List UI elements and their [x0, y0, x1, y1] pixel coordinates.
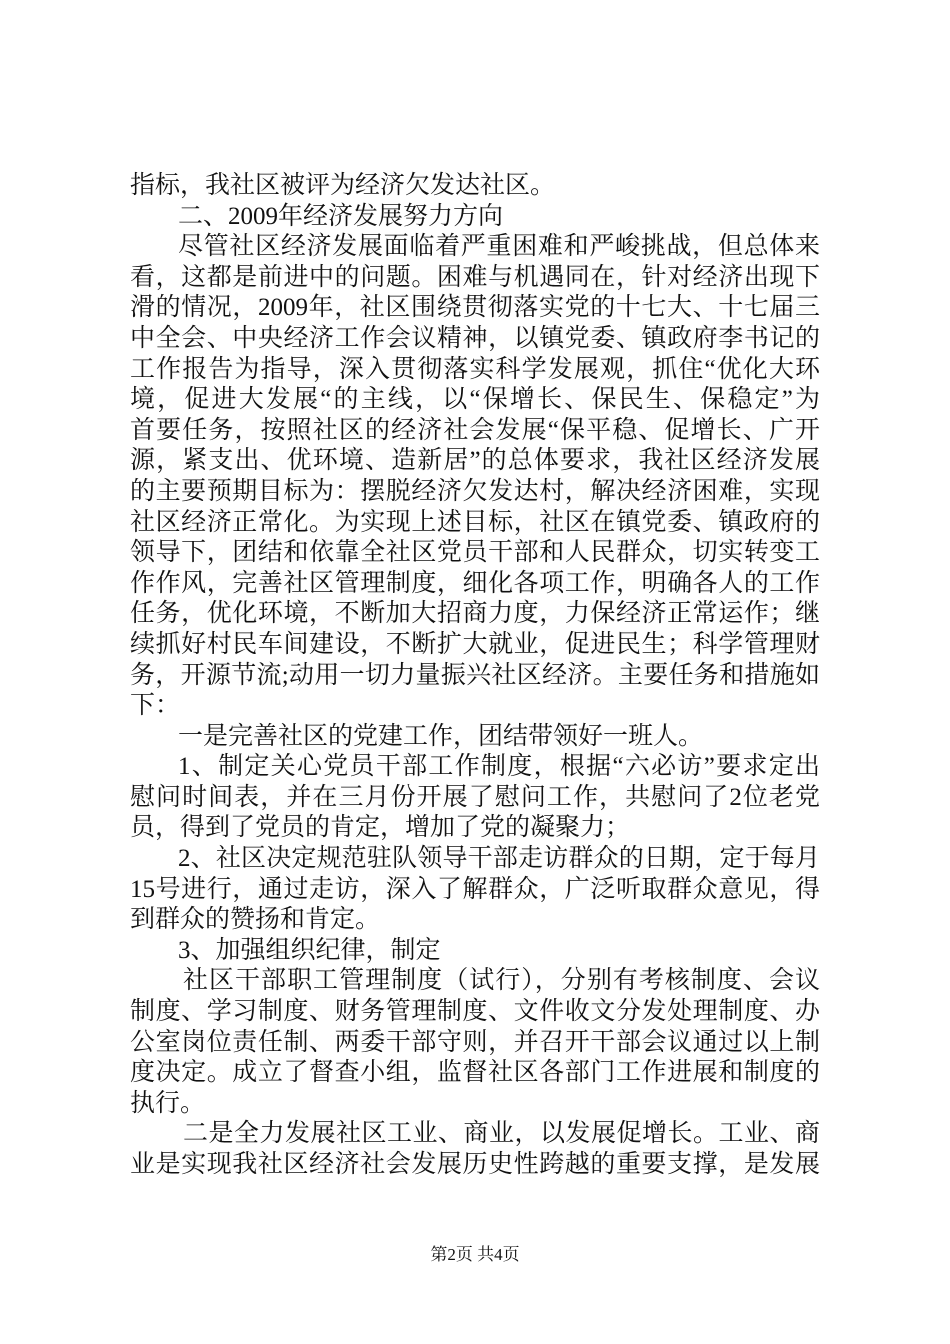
text-line: 社区经济正常化。为实现上述目标，社区在镇党委、镇政府的	[130, 508, 820, 536]
text-line: 续抓好村民车间建设，不断扩大就业，促进民生；科学管理财	[130, 630, 820, 658]
text-line: 务，开源节流;动用一切力量振兴社区经济。主要任务和措施如	[130, 661, 820, 689]
text-line: 社区干部职工管理制度（试行），分别有考核制度、会议	[183, 967, 820, 995]
text-line: 指标，我社区被评为经济欠发达社区。	[130, 172, 556, 199]
page-number-label: 第2页 共4页	[430, 1245, 520, 1264]
text-line: 员，得到了党员的肯定，增加了党的凝聚力；	[130, 814, 631, 842]
text-line: 的主要预期目标为：摆脱经济欠发达村，解决经济困难，实现	[130, 477, 820, 505]
text-line: 度决定。成立了督查小组，监督社区各部门工作进展和制度的	[130, 1059, 820, 1087]
text-line: 作作风，完善社区管理制度，细化各项工作，明确各人的工作	[130, 569, 820, 597]
text-line: 15号进行，通过走访，深入了解群众，广泛听取群众意见，得	[130, 875, 820, 903]
text-line: 2、社区决定规范驻队领导干部走访群众的日期，定于每月	[178, 845, 820, 873]
text-line: 看，这都是前进中的问题。困难与机遇同在，针对经济出现下	[130, 263, 820, 291]
text-line: 任务，优化环境，不断加大招商力度，力保经济正常运作；继	[130, 600, 820, 628]
text-line: 制度、学习制度、财务管理制度、文件收文分发处理制度、办	[130, 998, 820, 1026]
text-line: 二是全力发展社区工业、商业，以发展促增长。工业、商	[183, 1120, 820, 1148]
text-line: 滑的情况，2009年，社区围绕贯彻落实党的十七大、十七届三	[130, 294, 820, 322]
text-line: 尽管社区经济发展面临着严重困难和严峻挑战，但总体来	[178, 233, 820, 261]
text-line: 下：	[130, 692, 181, 720]
text-line: 1、制定关心党员干部工作制度，根据“六必访”要求定出	[178, 753, 820, 781]
text-line: 到群众的赞扬和肯定。	[130, 906, 381, 934]
text-line: 一是完善社区的党建工作，团结带领好一班人。	[178, 722, 704, 750]
text-line: 3、加强组织纪律，制定	[178, 936, 441, 964]
body-text	[130, 171, 820, 1181]
text-line: 境，促进大发展“的主线，以“保增长、保民生、保稳定”为	[130, 386, 820, 414]
text-line: 公室岗位责任制、两委干部守则，并召开干部会议通过以上制	[130, 1028, 820, 1056]
text-line: 执行。	[130, 1089, 206, 1117]
text-line: 业是实现我社区经济社会发展历史性跨越的重要支撑，是发展	[130, 1151, 820, 1178]
text-line: 领导下，团结和依靠全社区党员干部和人民群众，切实转变工	[130, 539, 820, 567]
text-line: 中全会、中央经济工作会议精神，以镇党委、镇政府李书记的	[130, 324, 820, 352]
section-heading: 二、2009年经济发展努力方向	[178, 202, 504, 230]
text-line: 源，紧支出、优环境、造新居”的总体要求，我社区经济发展	[130, 447, 820, 475]
text-line: 工作报告为指导，深入贯彻落实科学发展观，抓住“优化大环	[130, 355, 820, 383]
text-line: 慰问时间表，并在三月份开展了慰问工作，共慰问了2位老党	[130, 783, 820, 811]
page-footer	[0, 1244, 950, 1266]
text-line: 首要任务，按照社区的经济社会发展“保平稳、促增长、广开	[130, 416, 820, 444]
